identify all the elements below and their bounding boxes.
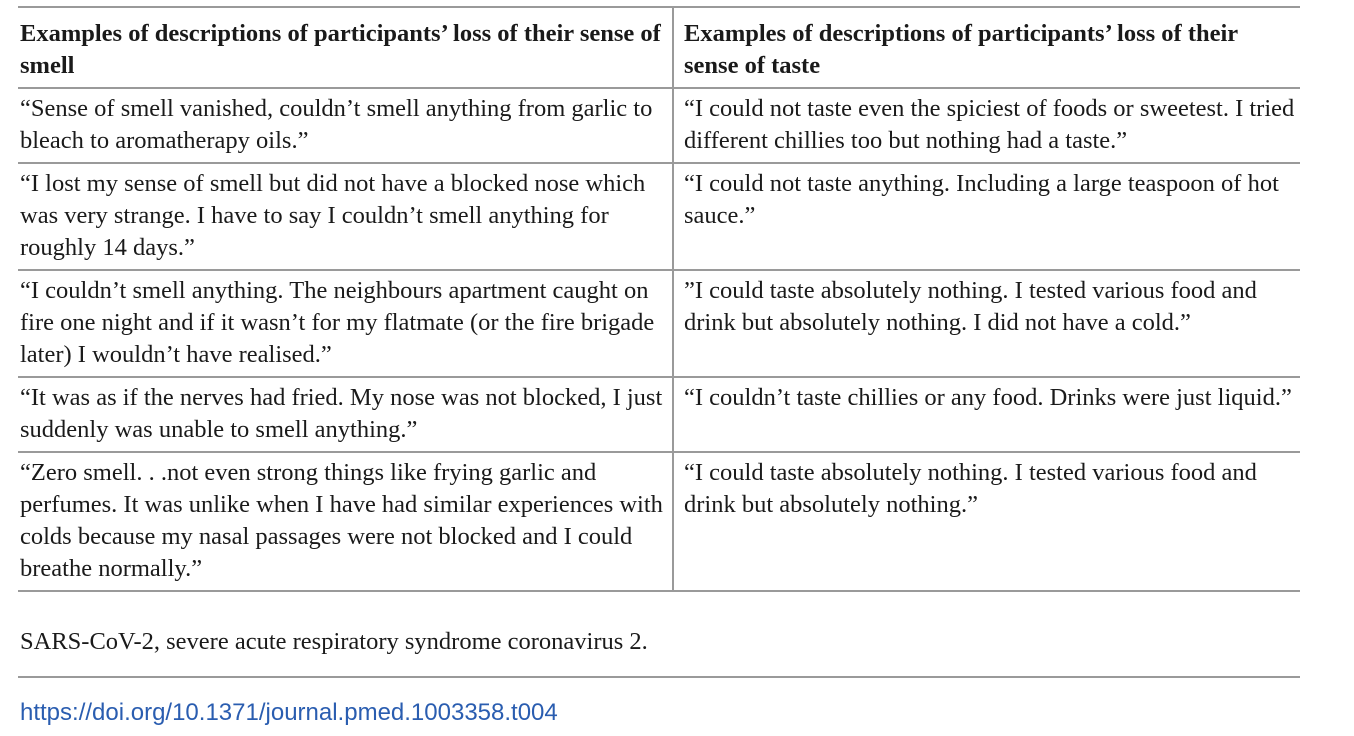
table-footnote: SARS-CoV-2, severe acute respiratory syndrome coronavirus 2. xyxy=(18,626,1300,678)
smell-quote: “Sense of smell vanished, couldn’t smell anything from garlic to bleach to aromatherapy oils.” xyxy=(18,88,673,163)
taste-quote: “I could taste absolutely nothing. I tested various food and drink but absolutely nothing.” xyxy=(673,452,1300,591)
taste-quote: “I could not taste even the spiciest of foods or sweetest. I tried different chillies too but nothing had a taste.” xyxy=(673,88,1300,163)
smell-quote: “It was as if the nerves had fried. My nose was not blocked, I just suddenly was unable to smell anything.” xyxy=(18,377,673,452)
table-row xyxy=(18,88,1300,163)
table-figure xyxy=(18,6,1300,728)
table-row xyxy=(18,452,1300,591)
taste-quote: “I couldn’t taste chillies or any food. Drinks were just liquid.” xyxy=(673,377,1300,452)
table-row xyxy=(18,377,1300,452)
header-taste: Examples of descriptions of participants’ loss of their sense of taste xyxy=(673,7,1300,88)
table-row xyxy=(18,270,1300,377)
header-smell: Examples of descriptions of participants’ loss of their sense of smell xyxy=(18,7,673,88)
taste-quote: ”I could taste absolutely nothing. I tested various food and drink but absolutely nothing. I did not have a cold.” xyxy=(673,270,1300,377)
table-row xyxy=(18,163,1300,270)
table-header-row xyxy=(18,7,1300,88)
doi-link[interactable]: https://doi.org/10.1371/journal.pmed.1003358.t004 xyxy=(20,699,558,726)
taste-quote: “I could not taste anything. Including a large teaspoon of hot sauce.” xyxy=(673,163,1300,270)
smell-quote: “Zero smell. . .not even strong things like frying garlic and perfumes. It was unlike when I have had similar experiences with colds because my nasal passages were not blocked and I could breathe normally.” xyxy=(18,452,673,591)
smell-quote: “I lost my sense of smell but did not have a blocked nose which was very strange. I have to say I couldn’t smell anything for roughly 14 days.” xyxy=(18,163,673,270)
smell-quote: “I couldn’t smell anything. The neighbours apartment caught on fire one night and if it wasn’t for my flatmate (or the fire brigade later) I wouldn’t have realised.” xyxy=(18,270,673,377)
quotes-table xyxy=(18,6,1300,592)
